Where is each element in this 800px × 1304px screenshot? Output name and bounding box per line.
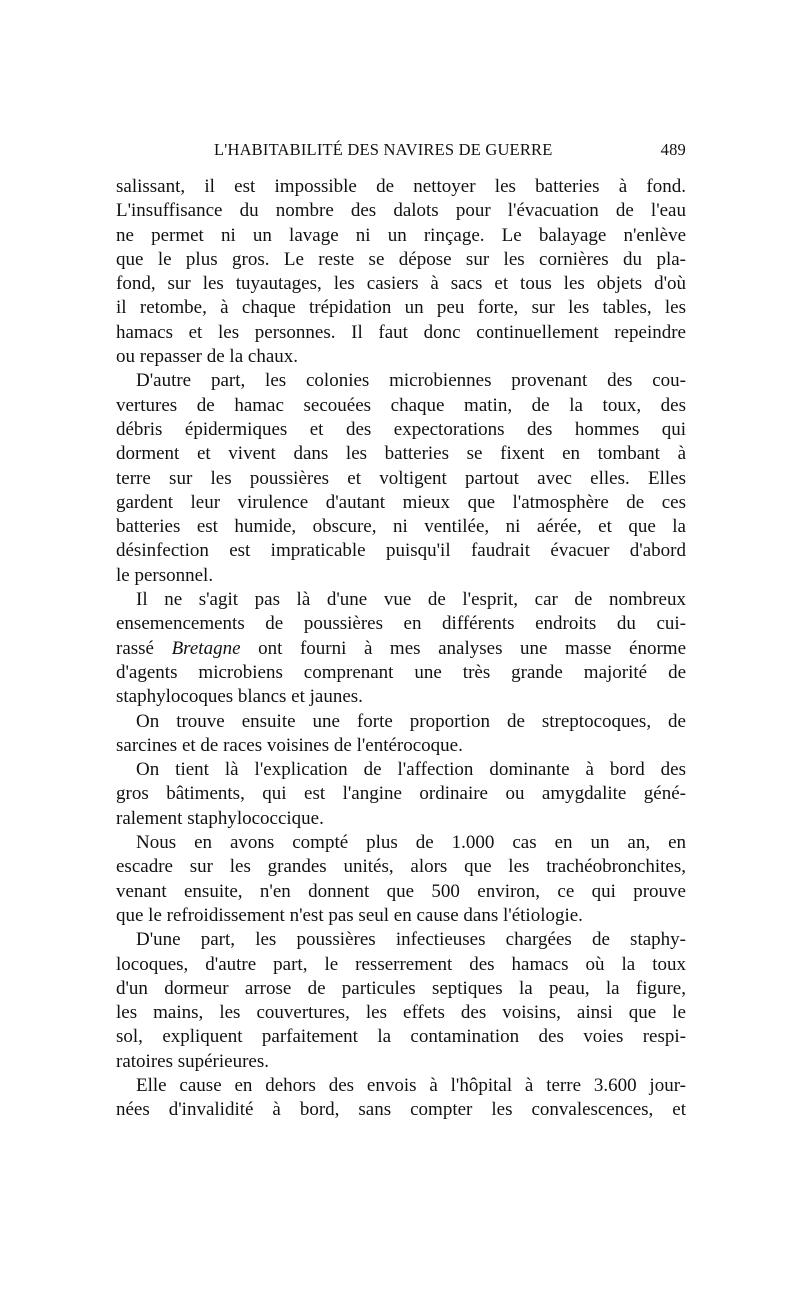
text-line: staphylocoques blancs et jaunes. [116,686,363,708]
text-line: salissant, il est impossible de nettoyer les batteries à fond. [116,176,686,197]
text-line: gardent leur virulence d'autant mieux que l'atmosphère de ces [116,491,686,513]
text-line: venant ensuite, n'en donnent que 500 environ, ce qui prouve [116,880,686,902]
text-line: Nous en avons compté plus de 1.000 cas en un an, en [136,832,686,854]
text-line: ensemencements de poussières en différents endroits du cui- [116,613,686,635]
text-line: sarcines et de races voisines de l'entérocoque. [116,734,463,756]
text-line: les mains, les couvertures, les effets des voisins, ainsi que le [116,1002,686,1024]
page-number: 489 [660,140,686,159]
text-line-with-ship-name [116,637,686,661]
text-line: Il ne s'agit pas là d'une vue de l'esprit, car de nombreux [136,589,686,611]
text-line: locoques, d'autre part, le resserrement des hamacs où la toux [116,953,686,975]
text-line: escadre sur les grandes unités, alors que les trachéobronchites, [116,856,686,878]
text-fragment: rassé [116,637,154,659]
text-line: désinfection est impraticable puisqu'il faudrait évacuer d'abord [116,540,686,562]
text-line: gros bâtiments, qui est l'angine ordinaire ou amygdalite géné- [116,783,686,805]
text-line: ratoires supérieures. [116,1050,269,1072]
text-line: On trouve ensuite une forte proportion de streptocoques, de [136,710,686,732]
text-line: batteries est humide, obscure, ni ventilée, ni aérée, et que la [116,516,686,538]
text-fragment: ont fourni à mes analyses une masse énorme [258,637,687,659]
text-line: nées d'invalidité à bord, sans compter les convalescences, et [116,1099,686,1121]
text-line: le personnel. [116,564,214,586]
text-line: ne permet ni un lavage ni un rinçage. Le balayage n'enlève [116,224,686,246]
running-title: L'HABITABILITÉ DES NAVIRES DE GUERRE [214,140,553,159]
text-line: d'un dormeur arrose de particules septiques la peau, la figure, [116,977,686,999]
text-line: sol, expliquent parfaitement la contamination des voies respi- [116,1026,686,1048]
text-line: que le plus gros. Le reste se dépose sur les cornières du pla- [116,248,686,270]
text-line: d'agents microbiens comprenant une très grande majorité de [116,661,686,683]
text-line: On tient là l'explication de l'affection dominante à bord des [136,759,686,781]
text-line: débris épidermiques et des expectorations des hommes qui [116,418,686,440]
text-line: terre sur les poussières et voltigent partout avec elles. Elles [116,467,686,489]
running-head [116,140,686,164]
book-page [116,0,686,1304]
text-line: Elle cause en dehors des envois à l'hôpital à terre 3.600 jour- [136,1074,686,1096]
text-line: dorment et vivent dans les batteries se fixent en tombant à [116,443,686,465]
text-line: il retombe, à chaque trépidation un peu forte, sur les tables, les [116,297,686,319]
text-line: vertures de hamac secouées chaque matin, de la toux, des [116,394,686,416]
text-line: que le refroidissement n'est pas seul en cause dans l'étiologie. [116,904,583,926]
text-line: L'insuffisance du nombre des dalots pour l'évacuation de l'eau [116,200,686,222]
body-text [116,175,686,1123]
text-line: ou repasser de la chaux. [116,346,299,368]
text-line: ralement staphylococcique. [116,807,324,829]
ship-name: Bretagne [171,637,241,659]
text-line: D'une part, les poussières infectieuses chargées de staphy- [136,929,686,951]
text-line: D'autre part, les colonies microbiennes provenant des cou- [136,370,686,392]
text-line: hamacs et les personnes. Il faut donc continuellement repeindre [116,321,686,343]
text-line: fond, sur les tuyautages, les casiers à sacs et tous les objets d'où [116,273,686,295]
